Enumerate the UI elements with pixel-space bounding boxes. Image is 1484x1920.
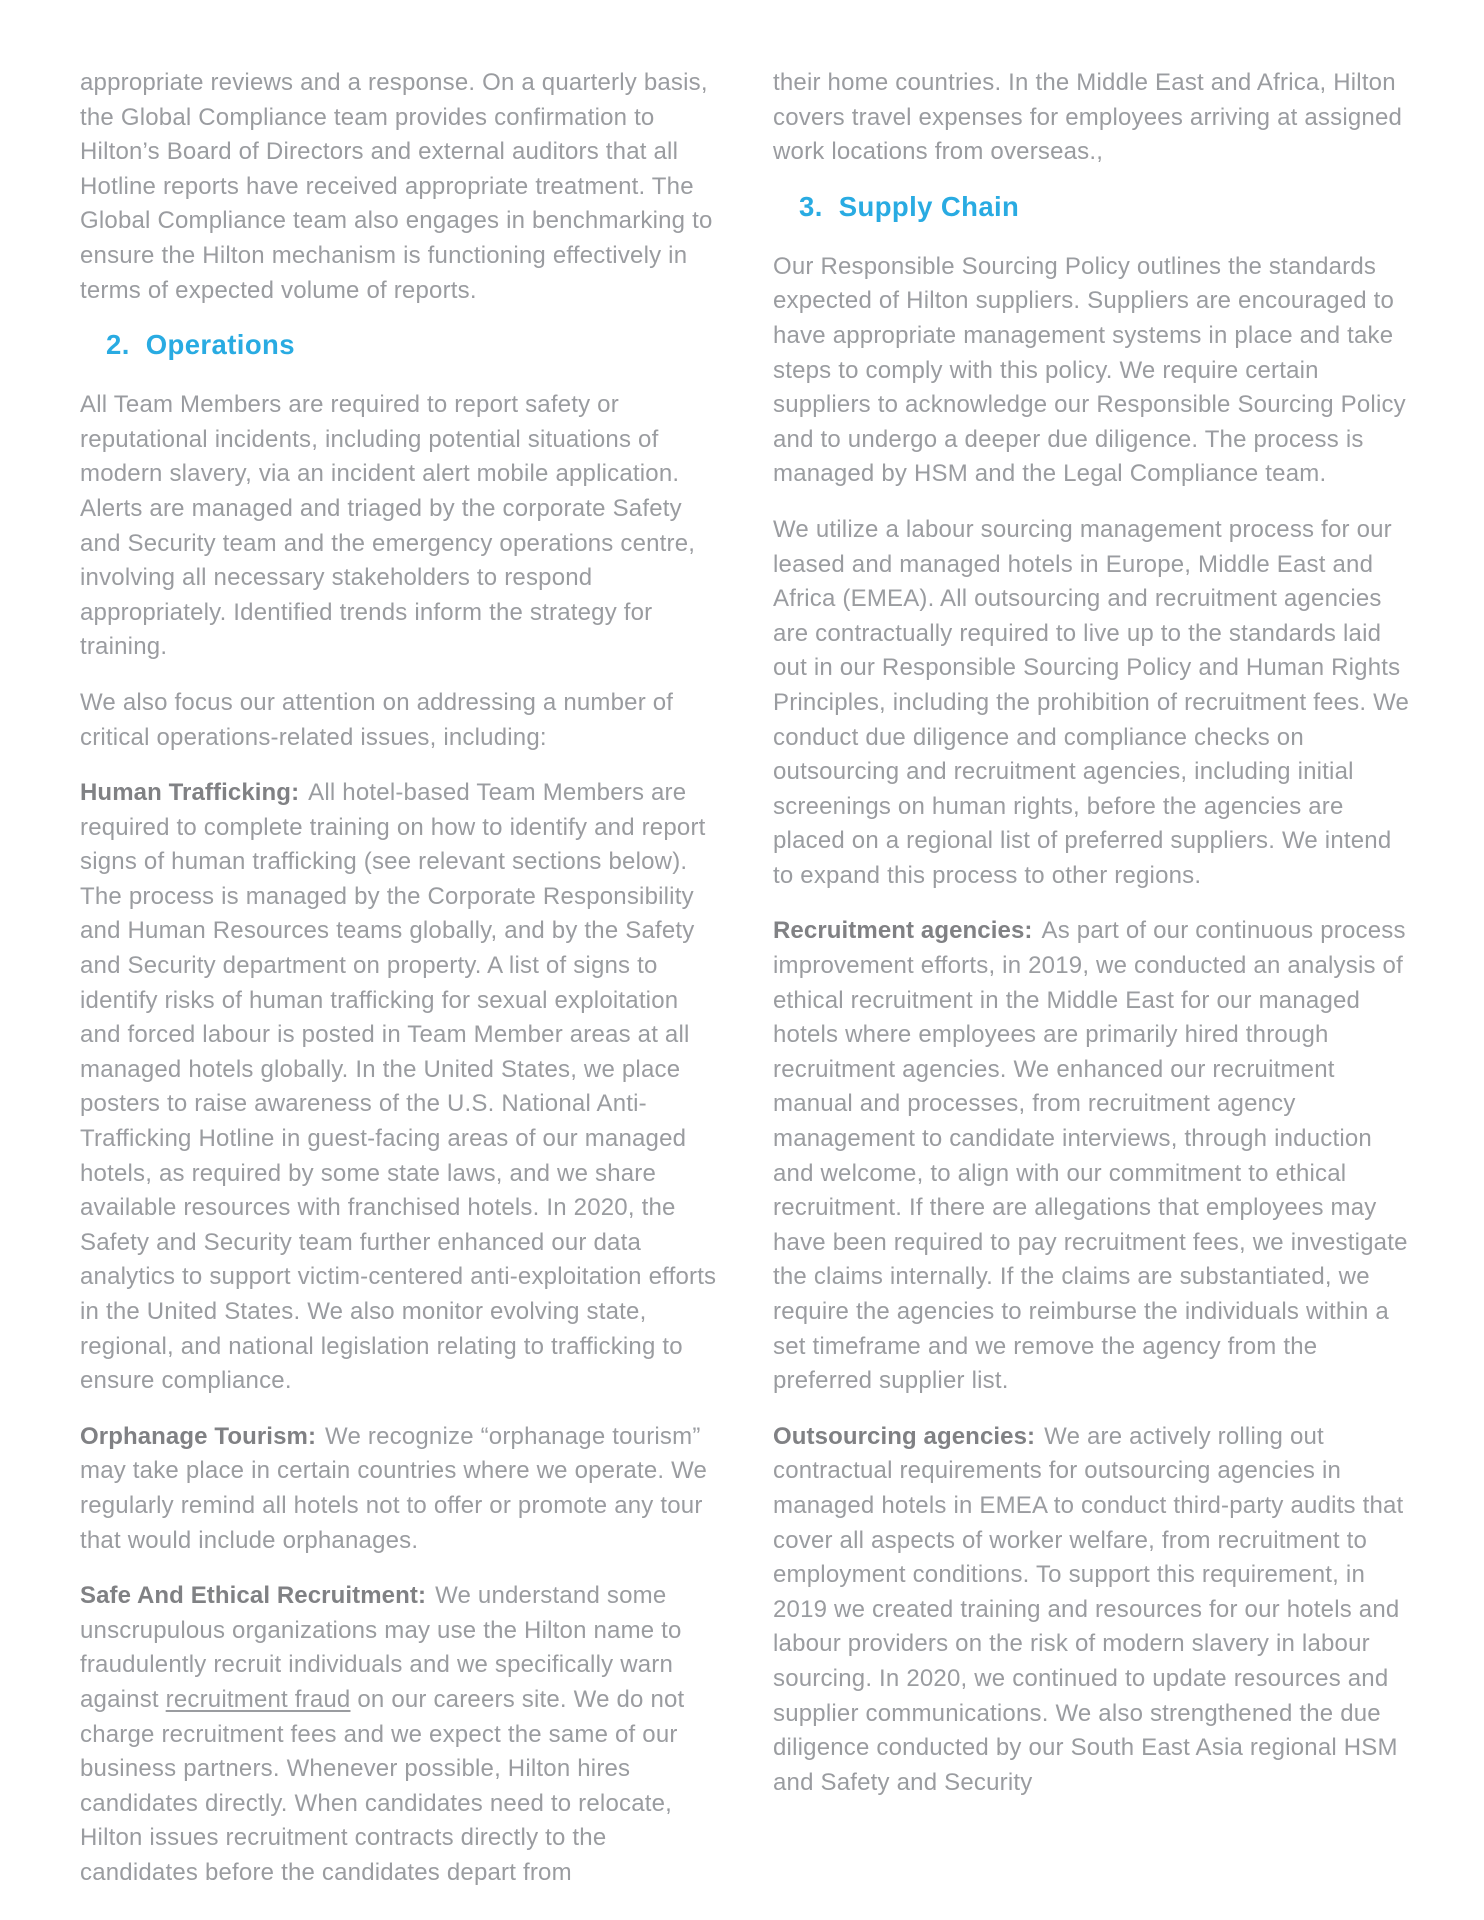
recruitment-fraud-link[interactable]: recruitment fraud <box>165 1685 351 1713</box>
paragraph-responsible-sourcing: Our Responsible Sourcing Policy outlines the standards expected of Hilton suppliers. Suppliers are encouraged to have appropriate management systems in place and take steps to comply with this policy. We require certain suppliers to acknowledge our Responsible Sourcing Policy and to undergo a deeper due diligence. The process is managed by HSM and the Legal Compliance team. <box>773 252 1406 488</box>
run-in-heading-recruitment-agencies: Recruitment agencies: <box>773 917 1033 945</box>
paragraph-safe-ethical-recruitment <box>80 1579 721 1890</box>
paragraph-relocation-continuation: their home countries. In the Middle East and Africa, Hilton covers travel expenses for employees arriving at assigned work locations from overseas., <box>773 69 1403 166</box>
run-in-heading-outsourcing-agencies: Outsourcing agencies: <box>773 1422 1036 1450</box>
section-title: Supply Chain <box>838 190 1020 222</box>
paragraph-text: We understand some unscrupulous organizations may use the Hilton name to fraudulently recruit individuals and we specifically warn against <box>80 1582 682 1713</box>
run-in-heading-human-trafficking: Human Trafficking: <box>80 779 300 807</box>
run-in-heading-orphanage-tourism: Orphanage Tourism: <box>80 1422 317 1450</box>
paragraph-labour-sourcing: We utilize a labour sourcing management process for our leased and managed hotels in Europe, Middle East and Africa (EMEA). All outsourcing and recruitment agencies are contractually required to live up to the standards laid out in our Responsible Sourcing Policy and Human Rights Principles, including the prohibition of recruitment fees. We conduct due diligence and compliance checks on outsourcing and recruitment agencies, including initial screenings on human rights, before the agencies are placed on a regional list of preferred suppliers. We intend to expand this process to other regions. <box>773 515 1410 889</box>
left-column <box>80 66 721 1912</box>
right-column <box>773 66 1414 1912</box>
paragraph-text: All hotel-based Team Members are required to complete training on how to identify and report signs of human trafficking (see relevant sections below). The process is managed by the Corporate Responsibility and Human Resources teams globally, and by the Safety and Security department on property. A list of signs to identify risks of human trafficking for sexual exploitation and forced labour is posted in Team Member areas at all managed hotels globally. In the United States, we place posters to raise awareness of the U.S. National Anti-Trafficking Hotline in guest-facing areas of our managed hotels, as required by some state laws, and we share available resources with franchised hotels. In 2020, the Safety and Security team further enhanced our data analytics to support victim-centered anti-exploitation efforts in the United States. We also monitor evolving state, regional, and national legislation relating to trafficking to ensure compliance. <box>80 779 717 1395</box>
paragraph-text: We recognize “orphanage tourism” may take place in certain countries where we operate. We regularly remind all hotels not to offer or promote any tour that would include orphanages. <box>80 1422 708 1554</box>
section-title: Operations <box>145 329 295 361</box>
section-number: 3. <box>799 190 823 222</box>
paragraph-operations-focus: We also focus our attention on addressing a number of critical operations-related issues, including: <box>80 688 674 751</box>
paragraph-hotline-continuation: appropriate reviews and a response. On a quarterly basis, the Global Compliance team provides confirmation to Hilton’s Board of Directors and external auditors that all Hotline reports have received appropriate treatment. The Global Compliance team also engages in benchmarking to ensure the Hilton mechanism is functioning effectively in terms of expected volume of reports. <box>80 69 713 304</box>
section-number: 2. <box>106 329 130 361</box>
paragraph-text: on our careers site. We do not charge recruitment fees and we expect the same of our business partners. Whenever possible, Hilton hires candidates directly. When candidates need to relocate, Hilton issues recruitment contracts directly to the candidates before the candidates depart from <box>80 1685 685 1886</box>
section-heading-supply-chain <box>773 191 1414 223</box>
paragraph-outsourcing-agencies <box>773 1420 1414 1801</box>
paragraph-text: As part of our continuous process improvement efforts, in 2019, we conducted an analysis of ethical recruitment in the Middle East for our managed hotels where employees are primarily hired through recruitment agencies. We enhanced our recruitment manual and processes, from recruitment agency management to candidate interviews, through induction and welcome, to align with our commitment to ethical recruitment. If there are allegations that employees may have been required to pay recruitment fees, we investigate the claims internally. If the claims are substantiated, we require the agencies to reimburse the individuals within a set timeframe and we remove the agency from the preferred supplier list. <box>773 917 1408 1395</box>
paragraph-orphanage-tourism <box>80 1420 721 1558</box>
paragraph-recruitment-agencies <box>773 914 1414 1398</box>
run-in-heading-safe-ethical-recruitment: Safe And Ethical Recruitment: <box>80 1582 427 1610</box>
section-heading-operations <box>80 329 721 361</box>
two-column-layout <box>80 66 1414 1912</box>
paragraph-text: We are actively rolling out contractual requirements for outsourcing agencies in managed hotels in EMEA to conduct third-party audits that cover all aspects of worker welfare, from recruitment to employment conditions. To support this requirement, in 2019 we created training and resources for our hotels and labour providers on the risk of modern slavery in labour sourcing. In 2020, we continued to update resources and supplier communications. We also strengthened the due diligence conducted by our South East Asia regional HSM and Safety and Security <box>773 1422 1404 1796</box>
paragraph-human-trafficking <box>80 776 721 1399</box>
paragraph-operations-reporting: All Team Members are required to report safety or reputational incidents, including potential situations of modern slavery, via an incident alert mobile application. Alerts are managed and triaged by the corporate Safety and Security team and the emergency operations centre, involving all necessary stakeholders to respond appropriately. Identified trends inform the strategy for training. <box>80 391 696 661</box>
